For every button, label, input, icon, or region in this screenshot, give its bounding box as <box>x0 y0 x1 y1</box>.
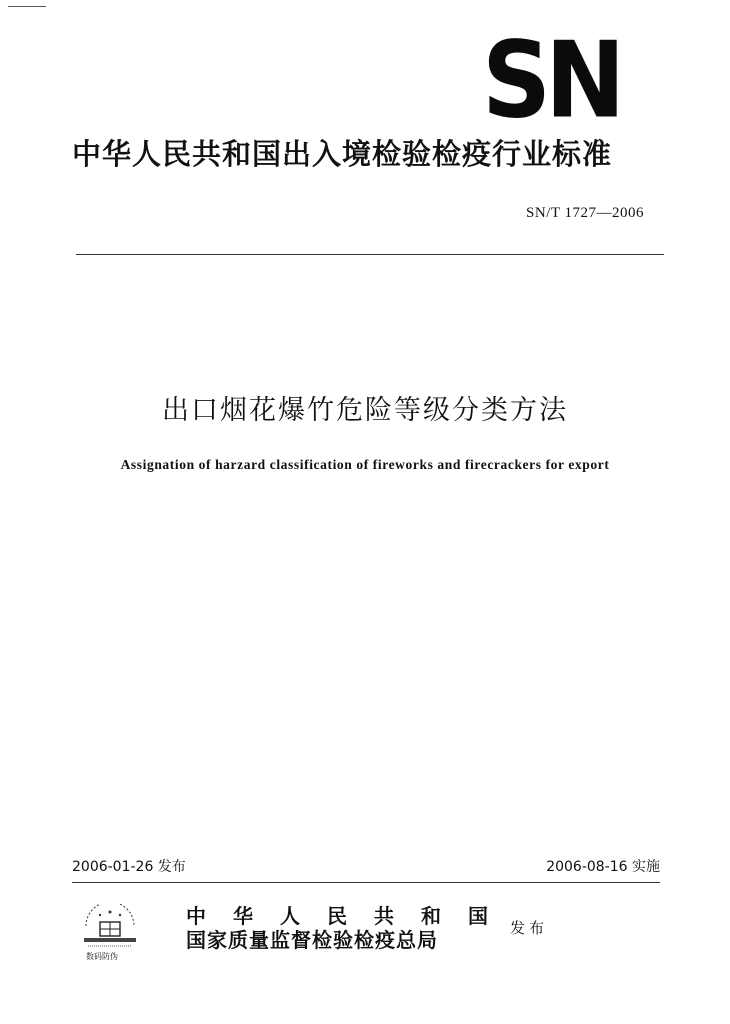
implementation-date: 2006-08-16 实施 <box>546 859 660 875</box>
publisher-country: 中华人民共和国 <box>186 904 515 928</box>
publisher-block <box>186 904 515 952</box>
document-title-english: Assignation of harzard classification of fireworks and firecrackers for export <box>120 457 610 472</box>
standard-number: SN/T 1727—2006 <box>526 205 644 221</box>
issue-date: 2006-01-26 发布 <box>72 859 186 875</box>
sn-logo: SN <box>482 18 620 142</box>
publish-label: 发布 <box>510 919 549 937</box>
document-title-chinese: 出口烟花爆竹危险等级分类方法 <box>162 395 568 426</box>
footer-divider <box>72 882 660 883</box>
publisher-agency: 国家质量监督检验检疫总局 <box>186 928 438 952</box>
header-divider <box>76 254 664 255</box>
emblem-caption: 数码防伪 <box>86 952 118 961</box>
standard-category-heading: 中华人民共和国出入境检验检疫行业标准 <box>72 137 613 171</box>
corner-scan-mark <box>8 6 46 7</box>
